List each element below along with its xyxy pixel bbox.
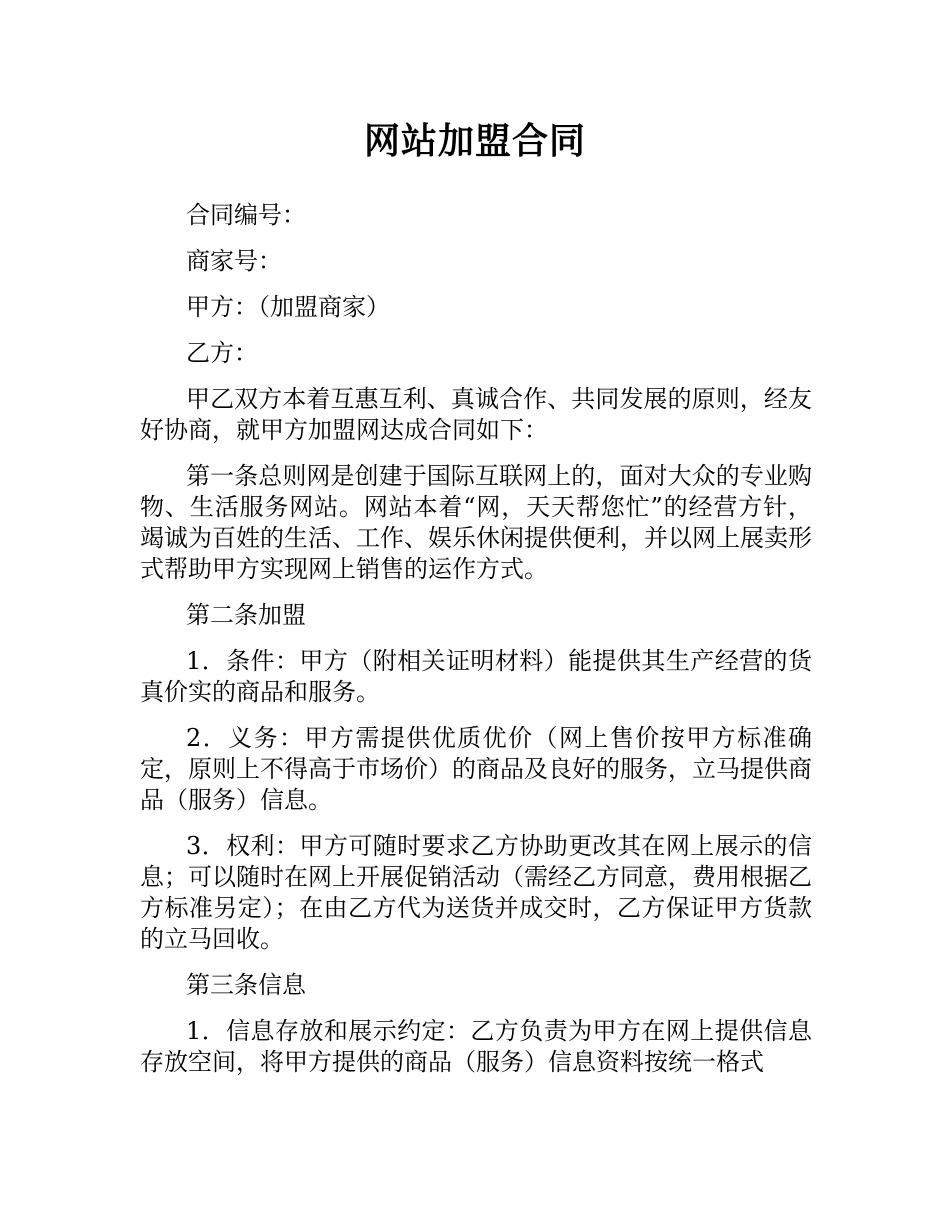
article-2-clause-3: 3．权利：甲方可随时要求乙方协助更改其在网上展示的信息；可以随时在网上开展促销活动（需经乙方同意，费用根据乙方标准另定）；在由乙方代为送货并成交时，乙方保证甲方货款的立马回收。 (140, 832, 812, 953)
article-3-heading: 第三条信息 (186, 971, 306, 999)
contract-number-line: 合同编号： (186, 201, 306, 229)
document-body (140, 200, 812, 1093)
preamble-paragraph: 甲乙双方本着互惠互利、真诚合作、共同发展的原则，经友好协商，就甲方加盟网达成合同如下： (140, 385, 812, 444)
document-title: 网站加盟合同 (363, 121, 586, 162)
party-a-line: 甲方：（加盟商家） (186, 293, 390, 321)
article-2-clause-1: 1．条件：甲方（附相关证明材料）能提供其生产经营的货真价实的商品和服务。 (140, 647, 812, 706)
party-b-line: 乙方： (186, 339, 258, 367)
article-2-heading: 第二条加盟 (186, 601, 306, 629)
merchant-number-line: 商家号： (186, 247, 282, 275)
article-3-clause-1: 1．信息存放和展示约定：乙方负责为甲方在网上提供信息存放空间，将甲方提供的商品（服务）信息资料按统一格式 (140, 1017, 812, 1076)
article-1-paragraph: 第一条总则网是创建于国际互联网上的，面对大众的专业购物、生活服务网站。网站本着“网，天天帮您忙”的经营方针，竭诚为百姓的生活、工作、娱乐休闲提供便利，并以网上展卖形式帮助甲方实现网上销售的运作方式。 (140, 462, 812, 583)
article-2-clause-2: 2．义务：甲方需提供优质优价（网上售价按甲方标准确定，原则上不得高于市场价）的商品及良好的服务，立马提供商品（服务）信息。 (140, 724, 812, 814)
